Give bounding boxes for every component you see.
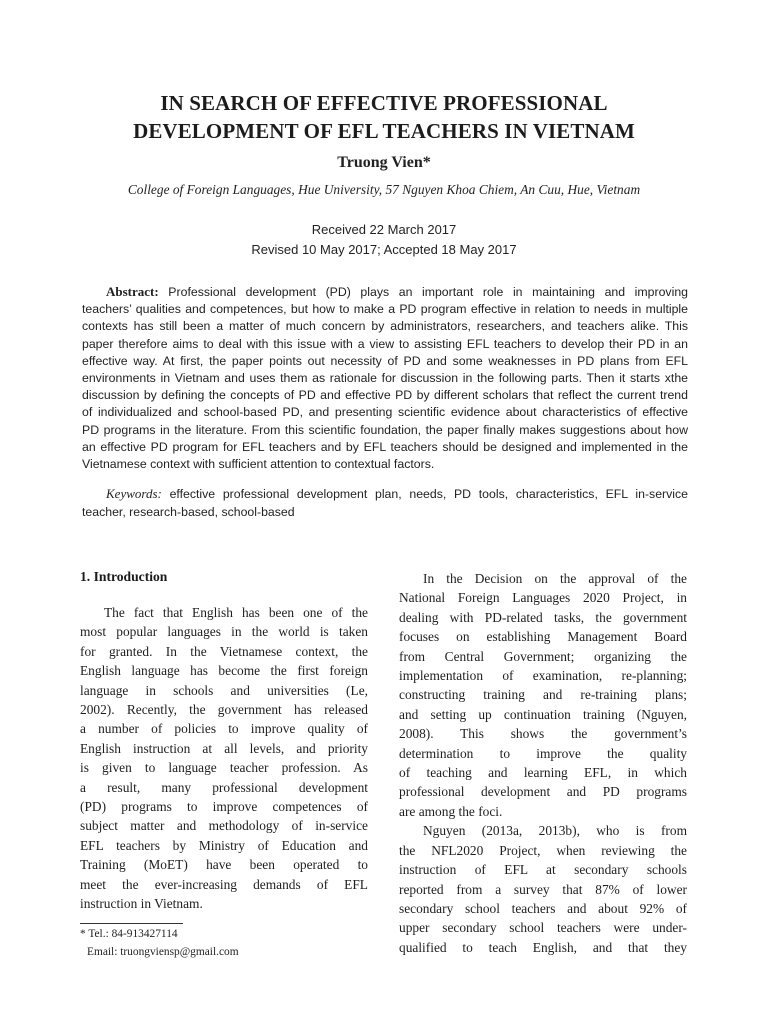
- revised-accepted-date: Revised 10 May 2017; Accepted 18 May 2017: [251, 242, 517, 257]
- body-line: Nguyen (2013a, 2013b), who is from: [423, 823, 687, 839]
- body-line: English instruction at all levels, and priority: [80, 740, 368, 756]
- body-line: professional development and PD programs: [399, 784, 687, 800]
- body-line: implementation of examination, re-planning;: [399, 668, 687, 684]
- body-line: meet the ever-increasing demands of EFL: [80, 876, 368, 892]
- body-line: from Central Government; organizing the: [399, 648, 687, 664]
- abstract-line: teachers’ qualities and competences, but how to make a PD program effective in relation to needs in multiple: [82, 302, 688, 317]
- left-column-text: [80, 603, 368, 914]
- body-line: for granted. In the Vietnamese context, the: [80, 643, 368, 659]
- body-line: most popular languages in the world is taken: [80, 624, 368, 640]
- abstract-line: PD programs in the literature. From this scientific foundation, the paper finally makes suggestions about how: [82, 422, 688, 437]
- abstract-line: an effective PD program for EFL teachers and by EFL teachers should be designed and implemented in the: [82, 439, 688, 454]
- article-dates: [0, 220, 768, 260]
- body-line: dealing with PD-related tasks, the government: [399, 609, 687, 625]
- body-line: constructing training and re-training plans;: [399, 687, 687, 703]
- body-line: upper secondary school teachers were under-: [399, 920, 687, 936]
- right-column-text: [399, 569, 687, 957]
- abstract-line: [82, 283, 688, 301]
- body-line: qualified to teach English, and that they: [399, 939, 687, 955]
- abstract-label: Abstract:: [106, 284, 159, 299]
- section-heading: 1. Introduction: [80, 569, 168, 584]
- abstract-line: Vietnamese context with sufficient attention to contextual factors.: [82, 457, 435, 472]
- footnote: [80, 926, 380, 961]
- body-line: English language has become the first foreign: [80, 663, 368, 679]
- body-line: reported from a survey that 87% of lower: [399, 881, 687, 897]
- abstract-line-text: Professional development (PD) plays an important role in maintaining and improving: [158, 285, 688, 299]
- body-line: The fact that English has been one of the: [104, 605, 368, 620]
- title-line-2: DEVELOPMENT OF EFL TEACHERS IN VIETNAM: [133, 119, 635, 143]
- footnote-tel: * Tel.: 84-913427114: [80, 928, 178, 940]
- footnote-email: Email: truongviensp@gmail.com: [87, 945, 239, 958]
- body-line: are among the foci.: [399, 803, 503, 819]
- abstract-line: contexts has still been a matter of much concern by administrators, researchers, and teachers alike. This: [82, 319, 688, 334]
- body-line: a number of policies to improve quality of: [80, 721, 368, 737]
- body-line: instruction in Vietnam.: [80, 896, 203, 912]
- received-date: Received 22 March 2017: [311, 222, 457, 237]
- body-line: 2008). This shows the government’s: [399, 726, 687, 742]
- keywords-label: Keywords:: [106, 486, 162, 501]
- body-line: the NFL2020 Project, when reviewing the: [399, 842, 687, 858]
- body-line: 2002). Recently, the government has released: [80, 702, 368, 718]
- body-line: (PD) programs to improve competences of: [80, 799, 368, 815]
- body-line: is given to language teacher profession. As: [80, 760, 368, 776]
- keywords-line: teacher, research-based, school-based: [82, 505, 295, 519]
- body-line: National Foreign Languages 2020 Project, in: [399, 590, 687, 606]
- abstract-line: effective way. At first, the paper points out necessity of PD and some weaknesses in PD plans from EFL: [82, 353, 688, 368]
- body-line: secondary school teachers and about 92% of: [399, 900, 687, 916]
- body-line: focuses on establishing Management Board: [399, 629, 687, 645]
- abstract: [82, 283, 688, 473]
- keywords: [82, 485, 688, 521]
- title-line-1: IN SEARCH OF EFFECTIVE PROFESSIONAL: [160, 91, 608, 115]
- abstract-line: environments in Vietnam and uses them as rationale for discussion in the following parts. Then it starts xthe: [82, 371, 688, 386]
- footnote-divider: [80, 923, 183, 924]
- author-affiliation: College of Foreign Languages, Hue University, 57 Nguyen Khoa Chiem, An Cuu, Hue, Vietnam: [127, 182, 641, 197]
- author-name: Truong Vien*: [337, 154, 431, 171]
- paper-title: [60, 89, 708, 145]
- body-line: In the Decision on the approval of the: [423, 571, 687, 586]
- body-line: and setting up continuation training (Nguyen,: [399, 706, 687, 722]
- body-line: EFL teachers by Ministry of Education and: [80, 837, 368, 853]
- abstract-line: of individualized and school-based PD, and presenting scientific evidence about characteristics of effective: [82, 405, 688, 420]
- body-line: instruction of EFL at secondary schools: [399, 862, 687, 878]
- body-line: of teaching and learning EFL, in which: [399, 765, 687, 781]
- body-line: language in schools and universities (Le,: [80, 682, 368, 698]
- abstract-line: discussion by defining the concepts of PD and effective PD by different scholars that reflect the current trend: [82, 388, 688, 403]
- abstract-line: paper therefore aims to deal with this issue with a view to assisting EFL teachers to develop their PD in an: [82, 336, 688, 351]
- body-line: determination to improve the quality: [399, 745, 687, 761]
- keywords-line-text: effective professional development plan, needs, PD tools, characteristics, EFL in-service: [161, 487, 688, 501]
- body-line: subject matter and methodology of in-service: [80, 818, 368, 834]
- keywords-line: [82, 485, 688, 503]
- body-line: Training (MoET) have been operated to: [80, 857, 368, 873]
- body-line: a result, many professional development: [80, 779, 368, 795]
